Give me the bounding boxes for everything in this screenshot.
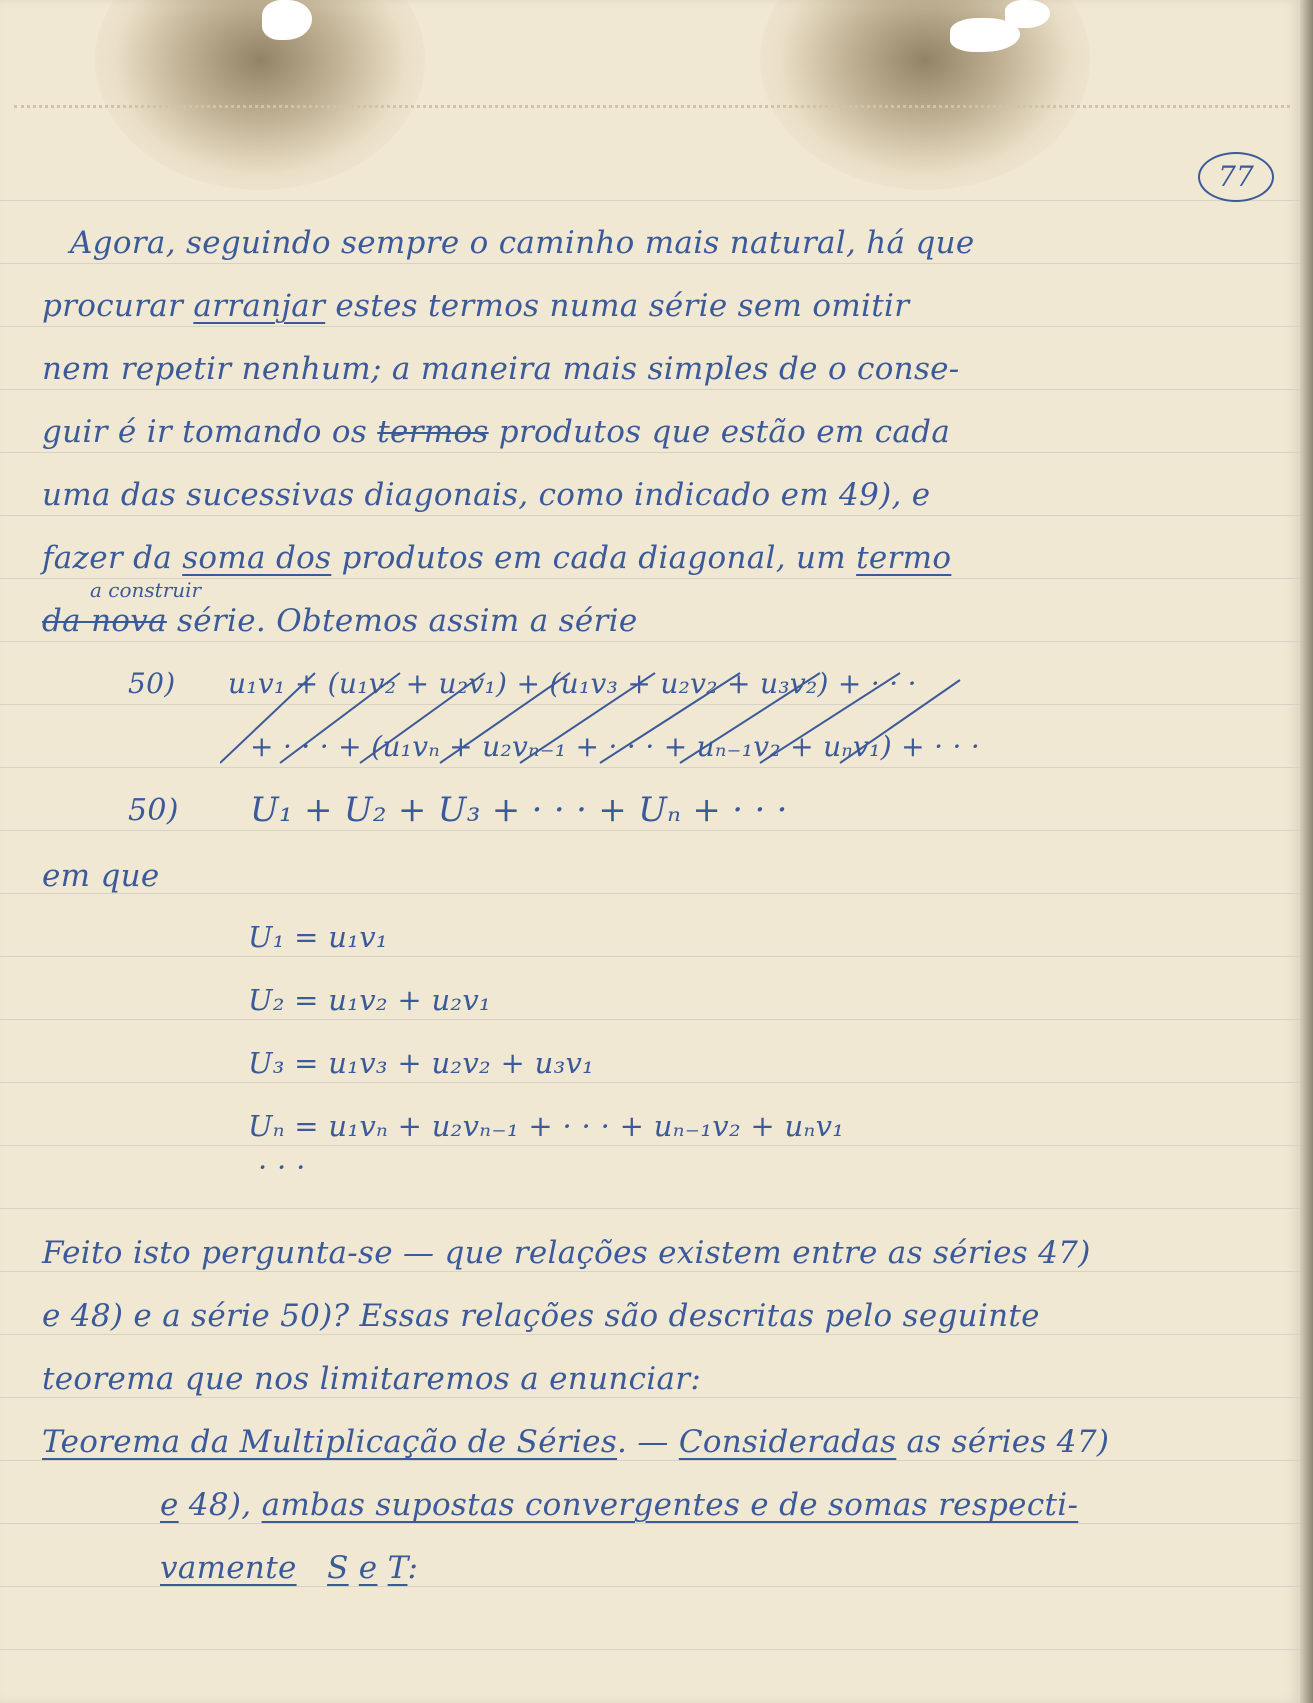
ruled-line — [0, 452, 1300, 453]
formula50-expression: U₁ + U₂ + U₃ + · · · + Uₙ + · · · — [250, 790, 788, 830]
crossed-formula-line2: + · · · + (u₁vₙ + u₂vₙ₋₁ + · · · + uₙ₋₁v₂ + uₙv₁) + · · · — [250, 730, 981, 763]
theorem-line3: vamente S e T: — [160, 1550, 419, 1586]
definition-u2: U₂ = u₁v₂ + u₂v₁ — [248, 983, 491, 1017]
theorem-line2: e 48), ambas supostas convergentes e de somas respecti- — [160, 1487, 1079, 1523]
ruled-line — [0, 1271, 1300, 1272]
insertion-note: a construir — [90, 578, 202, 602]
sum-t: T — [387, 1550, 408, 1586]
page-edge — [1300, 0, 1313, 1703]
burn-stain-right — [760, 0, 1090, 190]
ruled-line — [0, 1586, 1300, 1587]
para1-line6: fazer da soma dos produtos em cada diagonal, um termo — [42, 540, 952, 576]
ruled-line — [0, 326, 1300, 327]
ruled-line — [0, 1019, 1300, 1020]
ruled-line — [0, 641, 1300, 642]
crossed-formula-label: 50) — [128, 667, 176, 700]
para2-line2: e 48) e a série 50)? Essas relações são descritas pelo seguinte — [42, 1298, 1040, 1334]
burn-stain-left — [95, 0, 425, 190]
ruled-line — [0, 1082, 1300, 1083]
para1-line1: Agora, seguindo sempre o caminho mais natural, há que — [70, 225, 975, 261]
ruled-line — [0, 1649, 1300, 1650]
ruled-line — [0, 515, 1300, 516]
perforation-line — [14, 105, 1290, 108]
page-number: 77 — [1198, 152, 1274, 202]
formula50-label: 50) — [128, 793, 179, 828]
para1-line4: guir é ir tomando os termos produtos que estão em cada — [42, 414, 951, 450]
sum-s: S — [327, 1550, 349, 1586]
para1-line7: da nova série. Obtemos assim a série — [42, 603, 638, 639]
ruled-line — [0, 389, 1300, 390]
crossout-strokes — [220, 668, 1020, 768]
ruled-line — [0, 1145, 1300, 1146]
ruled-line — [0, 1208, 1300, 1209]
ruled-line — [0, 200, 1300, 201]
para1-line2: procurar arranjar estes termos numa série sem omitir — [42, 288, 910, 324]
definition-u3: U₃ = u₁v₃ + u₂v₂ + u₃v₁ — [248, 1046, 595, 1080]
theorem-line1: Teorema da Multiplicação de Séries. — Consideradas as séries 47) — [42, 1424, 1110, 1460]
definition-u1: U₁ = u₁v₁ — [248, 920, 388, 954]
ruled-line — [0, 1460, 1300, 1461]
ruled-line — [0, 830, 1300, 831]
ruled-line — [0, 1334, 1300, 1335]
para2-line3: teorema que nos limitaremos a enunciar: — [42, 1361, 702, 1397]
para1-line5: uma das sucessivas diagonais, como indicado em 49), e — [42, 477, 931, 513]
para2-line1: Feito isto pergunta-se — que relações existem entre as séries 47) — [42, 1235, 1091, 1271]
ruled-line — [0, 893, 1300, 894]
ruled-line — [0, 1397, 1300, 1398]
definition-un: Uₙ = u₁vₙ + u₂vₙ₋₁ + · · · + uₙ₋₁v₂ + uₙv₁ — [248, 1109, 845, 1143]
em-que: em que — [42, 858, 160, 894]
theorem-title: Teorema da Multiplicação de Séries — [42, 1424, 618, 1460]
para1-line3: nem repetir nenhum; a maneira mais simples de o conse- — [42, 351, 960, 387]
ruled-line — [0, 956, 1300, 957]
ruled-line — [0, 263, 1300, 264]
definition-ellipsis: · · · — [258, 1150, 306, 1184]
crossed-formula-line1: u₁v₁ + (u₁v₂ + u₂v₁) + (u₁v₃ + u₂v₂ + u₃v₂) + · · · — [228, 667, 917, 700]
ruled-line — [0, 1523, 1300, 1524]
